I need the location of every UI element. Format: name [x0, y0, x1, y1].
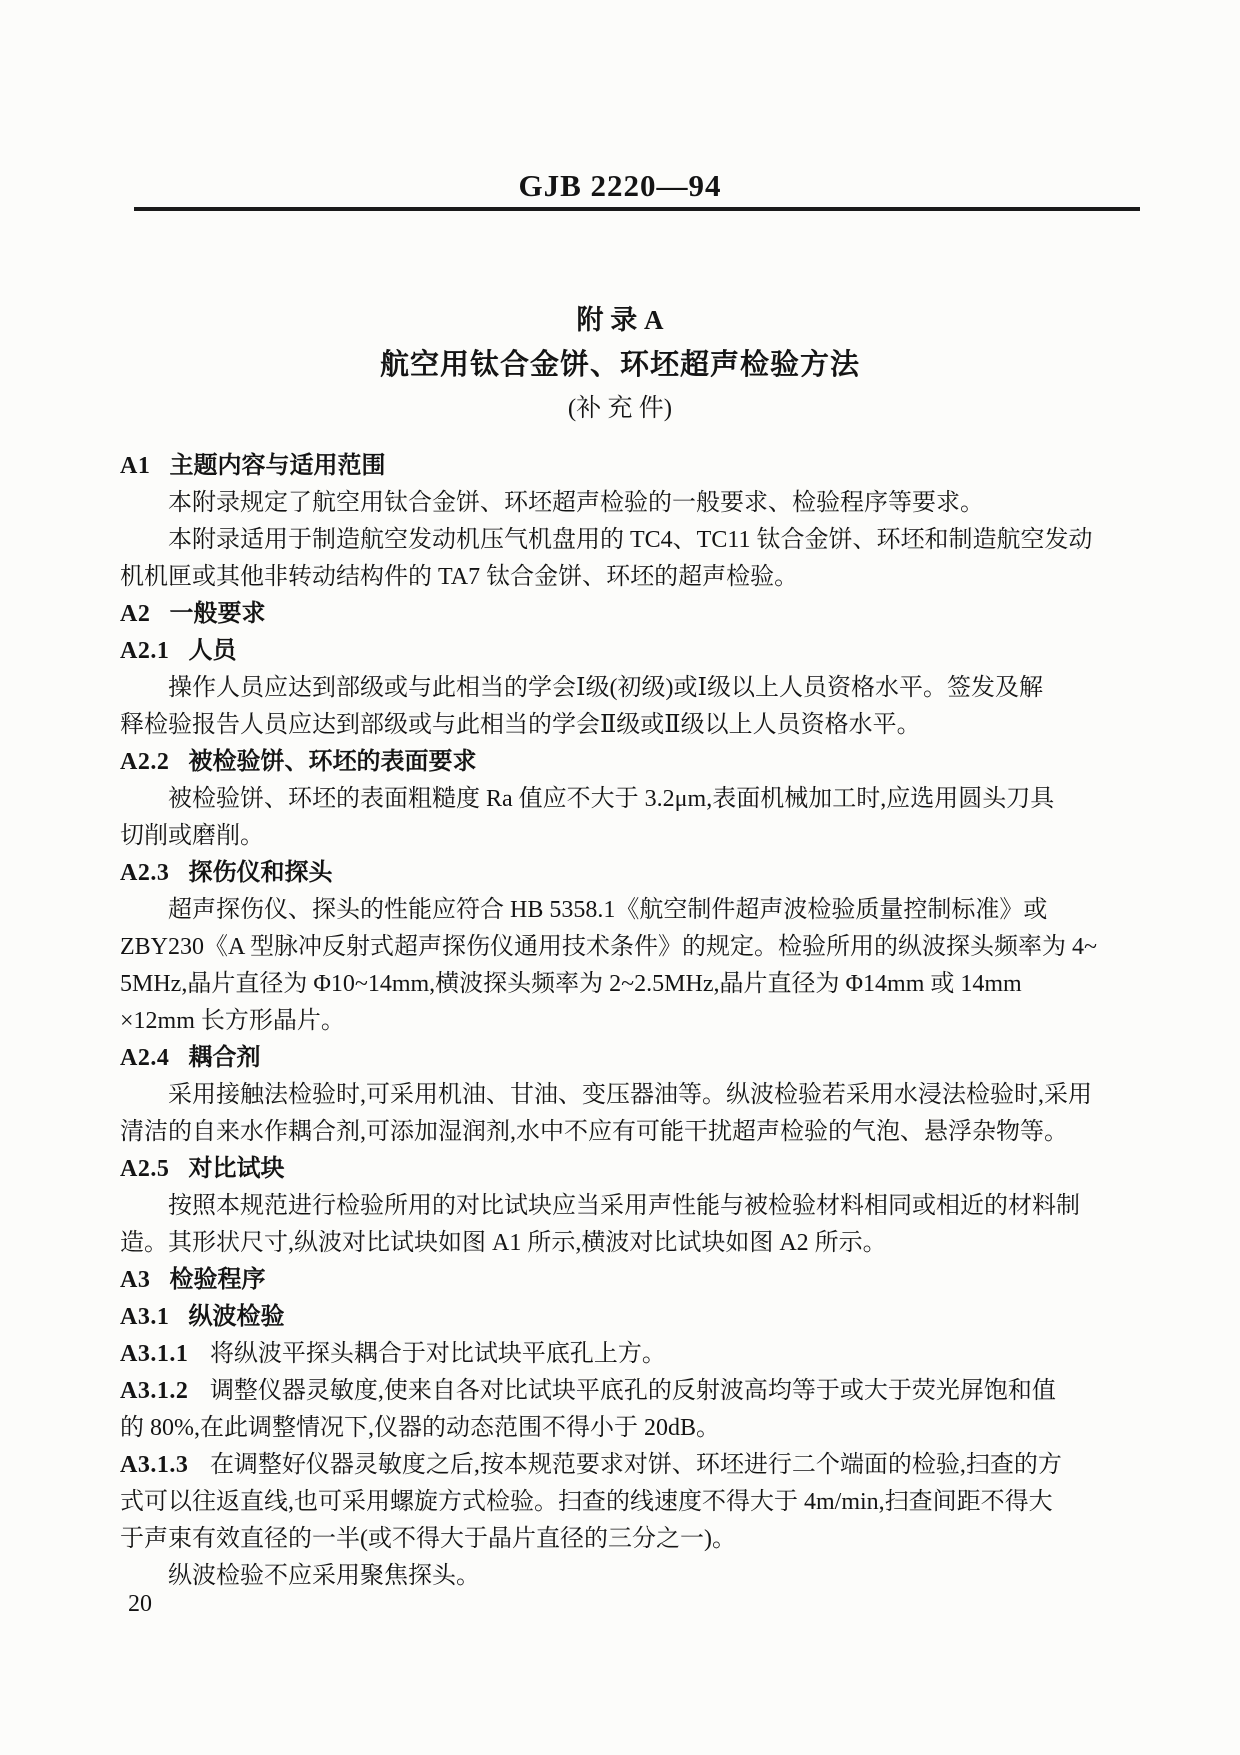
line-text: 造。其形状尺寸,纵波对比试块如图 A1 所示,横波对比试块如图 A2 所示。 [120, 1230, 887, 1256]
numbered-paragraph-line [120, 1373, 1130, 1410]
section-number: A2.2 [120, 749, 170, 775]
line-text: 式可以往返直线,也可采用螺旋方式检验。扫查的线速度不得大于 4m/min,扫查间距不得大 [120, 1489, 1053, 1515]
section-heading [120, 633, 1130, 670]
paragraph-line [120, 1077, 1130, 1114]
line-text: 按照本规范进行检验所用的对比试块应当采用声性能与被检验材料相同或相近的材料制 [168, 1193, 1080, 1219]
paragraph-line [120, 892, 1130, 929]
paragraph-line [120, 929, 1130, 966]
section-heading [120, 448, 1130, 485]
line-text: 将纵波平探头耦合于对比试块平底孔上方。 [209, 1341, 666, 1367]
appendix-title: 附 录 A [576, 305, 664, 335]
line-text: 本附录规定了航空用钛合金饼、环坯超声检验的一般要求、检验程序等要求。 [168, 490, 984, 516]
line-text: 操作人员应达到部级或与此相当的学会Ⅰ级(初级)或Ⅰ级以上人员资格水平。签发及解 [168, 675, 1043, 701]
section-number: A2 [120, 601, 151, 627]
numbered-paragraph-line [120, 1336, 1130, 1373]
paragraph-line [120, 818, 1130, 855]
line-text: 机机匣或其他非转动结构件的 TA7 钛合金饼、环坯的超声检验。 [120, 564, 799, 590]
doc-number: GJB 2220—94 [518, 168, 722, 203]
paragraph-line [120, 559, 1130, 596]
line-text: 一般要求 [169, 601, 266, 627]
numbered-paragraph-line [120, 1447, 1130, 1484]
section-number: A3.1.1 [120, 1341, 189, 1367]
line-text: 采用接触法检验时,可采用机油、甘油、变压器油等。纵波检验若采用水浸法检验时,采用 [168, 1082, 1092, 1108]
section-number: A2.1 [120, 638, 170, 664]
line-text: 人员 [188, 638, 237, 664]
line-text: 主题内容与适用范围 [169, 453, 386, 479]
section-number: A2.3 [120, 860, 170, 886]
line-text: 对比试块 [188, 1156, 285, 1182]
content [120, 448, 1130, 1595]
section-number: A2.5 [120, 1156, 170, 1182]
line-text: 本附录适用于制造航空发动机压气机盘用的 TC4、TC11 钛合金饼、环坯和制造航空发动 [168, 527, 1093, 553]
line-text: 超声探伤仪、探头的性能应符合 HB 5358.1《航空制件超声波检验质量控制标准》或 [168, 897, 1048, 923]
section-heading [120, 855, 1130, 892]
paragraph-line [120, 707, 1130, 744]
page-number: 20 [128, 1591, 152, 1617]
line-text: 在调整好仪器灵敏度之后,按本规范要求对饼、环坯进行二个端面的检验,扫查的方 [209, 1452, 1062, 1478]
section-heading [120, 596, 1130, 633]
section-heading [120, 744, 1130, 781]
line-text: 耦合剂 [188, 1045, 261, 1071]
line-text: 清洁的自来水作耦合剂,可添加湿润剂,水中不应有可能干扰超声检验的气泡、悬浮杂物等。 [120, 1119, 1068, 1145]
paragraph-line [120, 1114, 1130, 1151]
paragraph-line [120, 1484, 1130, 1521]
paragraph-line [120, 1225, 1130, 1262]
line-text: 调整仪器灵敏度,使来自各对比试块平底孔的反射波高均等于或大于荧光屏饱和值 [209, 1378, 1056, 1404]
line-text: 切削或磨削。 [120, 823, 264, 849]
line-text: 5MHz,晶片直径为 Φ10~14mm,横波探头频率为 2~2.5MHz,晶片直径为 Φ14mm 或 14mm [120, 971, 1022, 997]
section-number: A3.1.2 [120, 1378, 189, 1404]
section-heading [120, 1151, 1130, 1188]
section-number: A2.4 [120, 1045, 170, 1071]
paragraph-line [120, 966, 1130, 1003]
section-number: A3 [120, 1267, 151, 1293]
line-text: ZBY230《A 型脉冲反射式超声探伤仪通用技术条件》的规定。检验所用的纵波探头频率为 4~ [120, 934, 1097, 960]
document-subtitle: (补 充 件) [567, 395, 673, 422]
section-number: A3.1.3 [120, 1452, 189, 1478]
section-number: A1 [120, 453, 151, 479]
paragraph-line [120, 1558, 1130, 1595]
paragraph-line [120, 485, 1130, 522]
line-text: 被检验饼、环坯的表面要求 [188, 749, 477, 775]
line-text: 被检验饼、环坯的表面粗糙度 Ra 值应不大于 3.2μm,表面机械加工时,应选用圆头刀具 [168, 786, 1055, 812]
paragraph-line [120, 1003, 1130, 1040]
line-text: 纵波检验不应采用聚焦探头。 [168, 1563, 480, 1589]
paragraph-line [120, 522, 1130, 559]
paragraph-line [120, 781, 1130, 818]
line-text: 的 80%,在此调整情况下,仪器的动态范围不得小于 20dB。 [120, 1415, 720, 1441]
line-text: 纵波检验 [188, 1304, 285, 1330]
paragraph-line [120, 1410, 1130, 1447]
line-text: 探伤仪和探头 [188, 860, 333, 886]
section-heading [120, 1262, 1130, 1299]
paragraph-line [120, 1521, 1130, 1558]
line-text: ×12mm 长方形晶片。 [120, 1008, 345, 1034]
section-heading [120, 1040, 1130, 1077]
line-text: 于声束有效直径的一半(或不得大于晶片直径的三分之一)。 [120, 1526, 736, 1552]
paragraph-line [120, 670, 1130, 707]
header-rule [134, 207, 1140, 211]
section-number: A3.1 [120, 1304, 170, 1330]
line-text: 释检验报告人员应达到部级或与此相当的学会Ⅱ级或Ⅱ级以上人员资格水平。 [120, 712, 921, 738]
section-heading [120, 1299, 1130, 1336]
line-text: 检验程序 [169, 1267, 266, 1293]
paragraph-line [120, 1188, 1130, 1225]
document-title: 航空用钛合金饼、环坯超声检验方法 [379, 349, 860, 381]
